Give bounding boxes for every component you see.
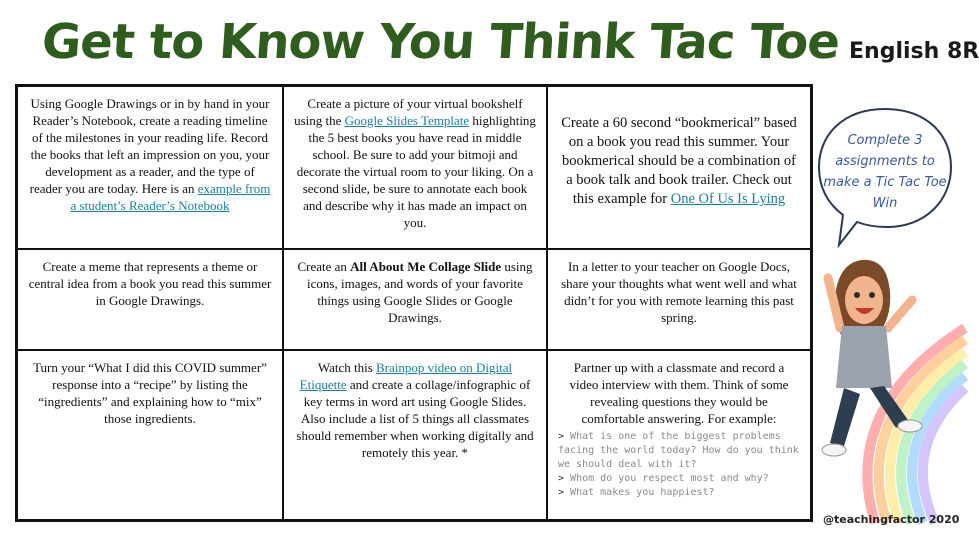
cell-5-text: Create an — [297, 259, 351, 274]
board-cell-9 — [547, 350, 811, 520]
speech-bubble-text: Complete 3 assignments to make a Tic Tac Toe Win — [823, 133, 947, 211]
question-text: Whom do you respect most and why? — [570, 473, 769, 484]
board-cell-8 — [283, 350, 547, 520]
cell-4-text: Create a meme that represents a theme or central idea from a book you read this summer in Google Drawings. — [28, 259, 272, 308]
question-item — [558, 430, 800, 472]
question-list — [558, 430, 800, 500]
cell-9-text: Partner up with a classmate and record a video interview with them. Think of some revealing questions they would be comfortable answering. For example: — [569, 360, 789, 426]
cell-1-text: Using Google Drawings or in by hand in your Reader’s Notebook, create a reading timeline of the milestones in your reading life. Record the books that left an impression on you, your development as a reader, and the type of reader you are today. Here is an — [29, 96, 270, 196]
cell-2-text-end: highlighting the 5 best books you have read in middle school. Be sure to add your bitmoji and decorate the virtual room to your liking. On a second slide, be sure to annotate each book and describe why it has made an impact on you. — [296, 113, 536, 230]
board-cell-5 — [283, 249, 547, 350]
board-cell-3 — [547, 86, 811, 249]
cell-7-text: Turn your “What I did this COVID summer” response into a “recipe” by listing the “ingredients” and explaining how to “mix” those ingredients. — [33, 360, 267, 426]
cell-5-bold-text: All About Me Collage Slide — [350, 259, 502, 274]
page-subtitle: English 8R — [849, 39, 979, 64]
cell-1-link[interactable]: example from a student’s Reader’s Notebook — [70, 181, 271, 213]
cell-6-text: In a letter to your teacher on Google Docs, share your thoughts what went well and what didn’t for you with remote learning this past spring. — [561, 259, 797, 325]
cell-5-text-end: using icons, images, and words of your favorite things using Google Slides or Google Drawings. — [307, 259, 533, 325]
cell-8-text-end: and create a collage/infographic of key terms in word art using Google Slides. Also include a list of 5 things all classmates should remember when working digitally and remotely this year. * — [296, 377, 534, 460]
board-cell-1 — [17, 86, 283, 249]
arrow-icon: > — [558, 431, 571, 442]
cell-2-link[interactable]: Google Slides Template — [344, 113, 470, 128]
cell-3-text: Create a 60 second “bookmerical” based on a book you read this summer. Your bookmerical should be a combination of a book talk and book trailer. Check out this example for — [561, 115, 797, 207]
page-title: Get to Know You Think Tac Toe — [40, 14, 841, 70]
credit-text: @teachingfactor 2020 — [823, 513, 960, 526]
board-cell-4 — [17, 249, 283, 350]
cell-3-link[interactable]: One Of Us Is Lying — [670, 191, 786, 207]
question-text: What makes you happiest? — [570, 487, 715, 498]
board-cell-2 — [283, 86, 547, 249]
board-cell-6 — [547, 249, 811, 350]
cell-2-text: Create a picture of your virtual bookshelf using the — [294, 96, 523, 128]
question-item — [558, 472, 800, 486]
cell-8-link[interactable]: Brainpop video on Digital Etiquette — [299, 360, 513, 392]
header — [42, 14, 979, 70]
question-text: What is one of the biggest problems facing the world today? How do you think we should deal with it? — [558, 431, 799, 470]
board-cell-7 — [17, 350, 283, 520]
arrow-icon: > — [558, 487, 571, 498]
question-item — [558, 486, 800, 500]
cell-8-text: Watch this — [317, 360, 377, 375]
arrow-icon: > — [558, 473, 571, 484]
tic-tac-toe-board — [15, 84, 813, 522]
bitmoji-rainbow-icon — [800, 248, 960, 518]
